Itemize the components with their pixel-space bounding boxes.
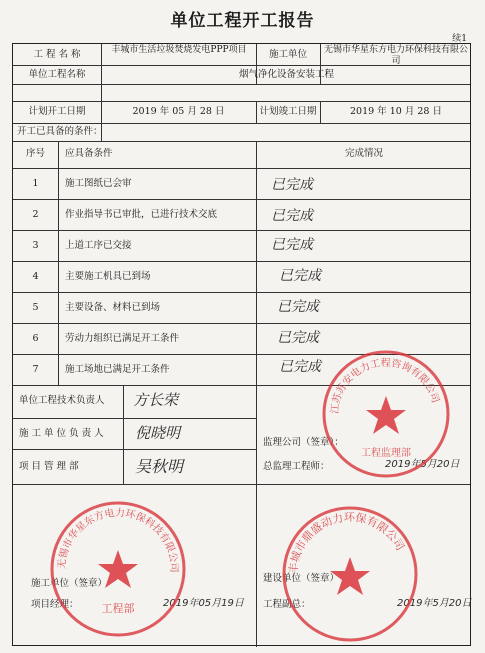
row-condition: 主要设备、材料已到场 [65,302,161,313]
row-status-handwritten: 已完成 [279,268,321,284]
row-status-handwritten: 已完成 [277,299,319,315]
project-dept-label: 项 目 管 理 部 [19,461,79,472]
row-divider [13,101,470,102]
unit-head-label: 施 工 单 位 负 责 人 [19,428,104,439]
row-divider [13,261,470,262]
project-name-value: 丰城市生活垃圾焚烧发电PPP项目 [111,45,247,55]
row-status-handwritten: 已完成 [271,208,313,224]
conditions-section-label: 开工已具备的条件： [17,126,103,137]
owner-unit-seal [275,499,425,649]
row-number: 3 [32,240,39,251]
tech-lead-signature: 方长荣 [133,391,179,409]
project-manager-label: 项目经理： [31,599,79,610]
col-header-status: 完成情况 [344,148,383,159]
row-number: 2 [32,209,39,220]
owner-deputy-date: 2019年5月20日 [397,598,472,609]
row-status-handwritten: 已完成 [271,237,313,253]
col-divider [256,141,257,647]
tech-lead-label: 单位工程技术负责人 [19,395,105,406]
construction-unit-label: 施工单位（签章） [31,578,108,589]
row-divider [13,323,470,324]
chief-supervisor-date: 2019年5月20日 [385,459,460,470]
supervision-seal-text: 江苏苏安电力工程咨询有限公司 [329,357,441,415]
row-condition: 劳动力组织已满足开工条件 [65,333,180,344]
unit-project-value: 烟气净化设备安装工程 [238,69,334,80]
col-header-no: 序号 [25,148,45,159]
supervision-company-label: 监理公司（签章）： [263,437,344,448]
col-header-item: 应具备条件 [65,148,113,159]
row-divider [13,168,470,169]
row-divider [13,292,470,293]
row-status-handwritten: 已完成 [271,177,313,193]
row-number: 4 [32,271,39,282]
report-form [12,43,471,646]
star-icon [366,396,406,434]
col-divider [123,385,124,484]
row-divider [13,141,470,142]
col-divider [58,141,59,385]
supervision-seal-subtext: 工程监理部 [361,448,411,459]
star-icon [330,557,370,595]
row-condition: 作业指导书已审批，已进行技术交底 [65,209,218,220]
unit-project-label: 单位工程名称 [28,69,86,80]
supervision-company-seal [316,344,456,484]
row-number: 5 [32,302,39,313]
sheet-number: 续1 [452,34,467,44]
row-condition: 施工图纸已会审 [65,178,132,189]
row-status-handwritten: 已完成 [279,359,321,375]
row-divider [13,449,256,450]
row-divider [13,123,470,124]
contractor-value: 无锡市华星东方电力环保科技有限公司 [323,45,468,66]
chief-supervisor-label: 总监理工程师： [263,461,330,472]
unit-head-signature: 倪晓明 [135,424,181,442]
start-date-value: 2019 年 05 月 28 日 [132,106,225,117]
construction-seal-text: 无锡市华星东方电力环保科技有限公司 [56,507,180,573]
row-divider [13,484,470,485]
row-status-handwritten: 已完成 [277,330,319,346]
project-name-label: 工 程 名 称 [33,49,81,60]
row-divider [13,199,470,200]
owner-seal-text: 丰城市鼎盛动力环保有限公司 [286,510,407,575]
star-icon [98,550,138,588]
start-date-label: 计划开工日期 [28,106,86,117]
construction-unit-seal [43,494,193,644]
owner-deputy-label: 工程副总： [263,599,311,610]
row-condition: 主要施工机具已到场 [65,271,151,282]
project-manager-date: 2019年05月19日 [163,598,244,609]
row-number: 6 [32,333,39,344]
owner-unit-label: 建设单位（签章） [263,573,340,584]
end-date-label: 计划竣工日期 [259,106,317,117]
document-title: 单位工程开工报告 [170,11,315,31]
row-condition: 施工场地已满足开工条件 [65,364,170,375]
end-date-value: 2019 年 10 月 28 日 [350,106,442,117]
project-dept-signature: 吴秋明 [135,457,184,476]
construction-seal-subtext: 工程部 [101,602,135,615]
row-divider [13,418,256,419]
contractor-label: 施工单位 [268,49,307,60]
row-number: 7 [32,364,39,375]
row-number: 1 [32,178,39,189]
row-divider [13,230,470,231]
row-condition: 上道工序已交接 [65,240,132,251]
row-divider [13,84,470,85]
